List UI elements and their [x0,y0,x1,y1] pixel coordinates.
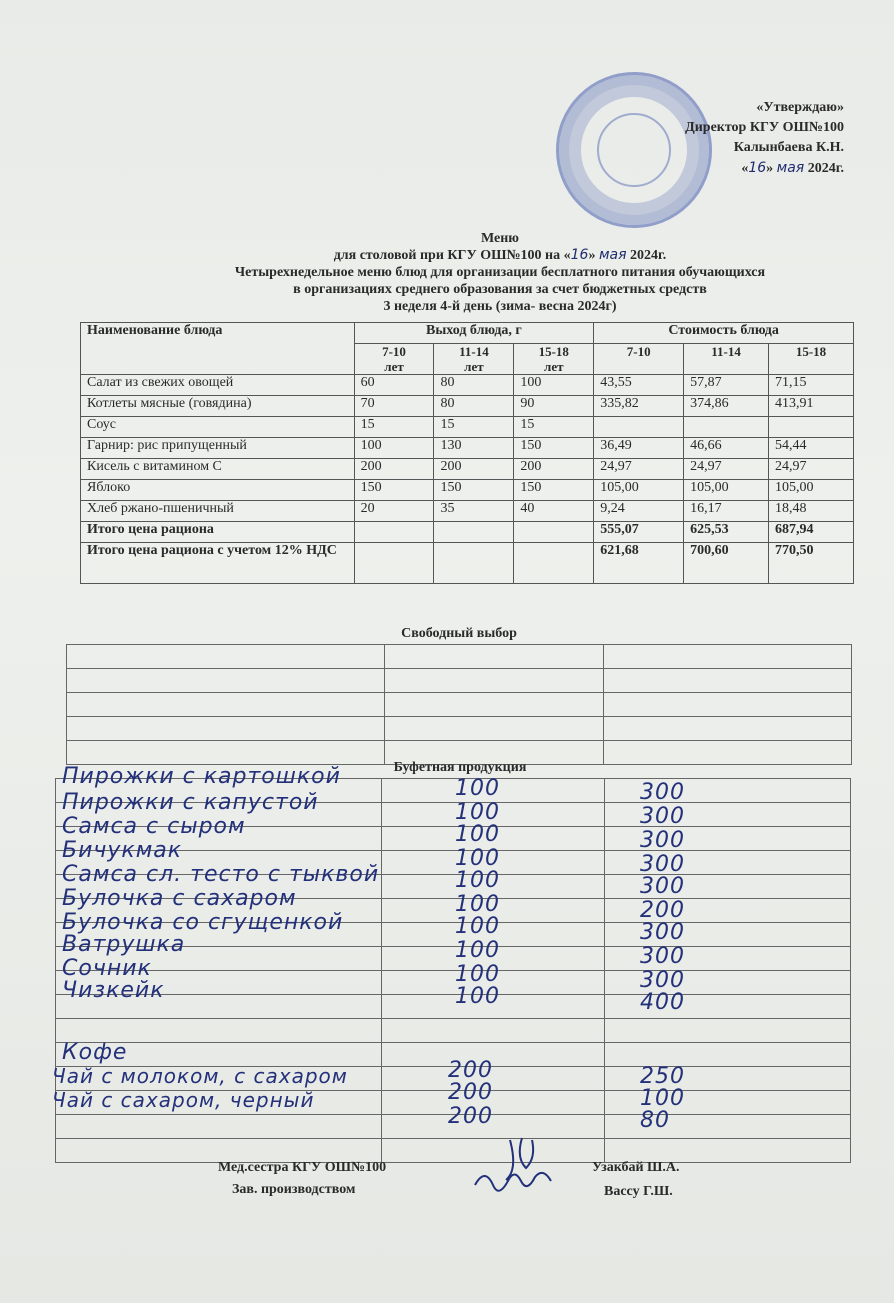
header-line3: Четырехнедельное меню блюд для организации бесплатного питания обучающихся [234,265,766,280]
buffet-item: Самса с сыром [62,814,246,839]
total-cell: 687,94 [769,522,854,543]
yield-cell: 150 [434,480,514,501]
cost-cell: 43,55 [594,375,684,396]
buffet-weight: 100 [455,984,500,1009]
age-group-3: 15-18 лет [514,344,594,375]
total-vat-cell: 621,68 [594,543,684,584]
cost-cell: 71,15 [769,375,854,396]
footer-nurse-name: Узакбай Ш.А. [592,1160,680,1175]
header-year: 2024г. [630,248,667,263]
total-vat-cell: 700,60 [684,543,769,584]
header-title: Меню [480,231,519,246]
cost-cell [594,417,684,438]
yield-cell: 40 [514,501,594,522]
buffet-weight: 100 [455,892,500,917]
buffet-title: Буфетная продукция [393,760,527,775]
cost-cell: 335,82 [594,396,684,417]
cost-cell: 374,86 [684,396,769,417]
yield-cell: 80 [434,396,514,417]
buffet-price: 300 [640,968,685,993]
dish-name: Гарнир: рис припущенный [81,438,355,459]
menu-header [120,230,880,315]
header-line5: 3 неделя 4-й день (зима- весна 2024г) [383,299,617,314]
yield-cell: 150 [354,480,434,501]
yield-cell: 200 [354,459,434,480]
total-cell: 555,07 [594,522,684,543]
buffet-weight: 100 [455,938,500,963]
total-vat-row [81,543,854,584]
dish-name: Хлеб ржано-пшеничный [81,501,355,522]
table-row [81,501,854,522]
col-dish-name: Наименование блюда [81,323,355,375]
buffet-price: 300 [640,780,685,805]
yield-cell: 150 [514,438,594,459]
total-vat-label: Итого цена рациона с учетом 12% НДС [81,543,355,584]
buffet-price: 400 [640,990,685,1015]
yield-cell: 35 [434,501,514,522]
header-subtitle: для столовой при КГУ ОШ№100 на «16» мая 2024г. [333,247,667,263]
drink-weight: 200 [448,1058,493,1083]
drink-weight: 200 [448,1104,493,1129]
table-row [81,375,854,396]
cost-cell [769,417,854,438]
buffet-weight: 100 [455,800,500,825]
drink-weight: 200 [448,1080,493,1105]
cost-cell: 46,66 [684,438,769,459]
buffet-price: 300 [640,944,685,969]
free-choice-title: Свободный выбор [401,626,517,641]
approval-title: «Утверждаю» [756,100,844,115]
buffet-item: Сочник [62,956,152,981]
yield-cell: 200 [434,459,514,480]
yield-cell: 100 [354,438,434,459]
cost-cell: 24,97 [769,459,854,480]
approval-date: «16» мая 2024г. [741,160,844,176]
cost-cell [684,417,769,438]
yield-cell: 90 [514,396,594,417]
dish-name: Кисель с витамином С [81,459,355,480]
buffet-weight: 100 [455,822,500,847]
cost-group-1: 7-10 [594,344,684,375]
cost-cell: 105,00 [594,480,684,501]
buffet-price: 300 [640,920,685,945]
cost-cell: 24,97 [684,459,769,480]
table-row [81,417,854,438]
signature-image [470,1130,570,1210]
yield-cell: 15 [434,417,514,438]
buffet-weight: 100 [455,914,500,939]
buffet-price: 300 [640,852,685,877]
buffet-item: Пирожки с картошкой [62,764,341,789]
col-yield: Выход блюда, г [354,323,594,344]
cost-cell: 16,17 [684,501,769,522]
table-row [81,480,854,501]
drink-item: Чай с сахаром, черный [52,1088,315,1112]
total-cell: 625,53 [684,522,769,543]
buffet-price: 200 [640,898,685,923]
cost-cell: 105,00 [684,480,769,501]
buffet-item: Пирожки с капустой [62,790,319,815]
dish-name: Салат из свежих овощей [81,375,355,396]
approval-block [685,98,844,179]
cost-group-3: 15-18 [769,344,854,375]
footer-production-name: Вассу Г.Ш. [604,1184,673,1199]
cost-cell: 9,24 [594,501,684,522]
approval-name: Калынбаева К.Н. [733,140,844,155]
buffet-weight: 100 [455,962,500,987]
age-group-1: 7-10 лет [354,344,434,375]
buffet-item: Самса сл. тесто с тыквой [62,862,380,887]
age-group-2: 11-14 лет [434,344,514,375]
yield-cell: 130 [434,438,514,459]
cost-cell: 413,91 [769,396,854,417]
total-vat-cell: 770,50 [769,543,854,584]
total-label: Итого цена рациона [81,522,355,543]
buffet-weight: 100 [455,776,500,801]
table-row [81,396,854,417]
yield-cell: 200 [514,459,594,480]
free-choice-table [66,644,852,765]
header-month: мая [598,247,627,263]
buffet-price: 300 [640,804,685,829]
table-row [81,438,854,459]
buffet-item: Ватрушка [62,932,186,957]
dish-name: Соус [81,417,355,438]
approval-month: мая [776,160,805,176]
cost-cell: 18,48 [769,501,854,522]
header-subtitle-prefix: для столовой при КГУ ОШ№100 на « [333,248,571,263]
drink-price: 250 [640,1064,685,1089]
buffet-price: 300 [640,874,685,899]
footer-nurse-label: Мед.сестра КГУ ОШ№100 [218,1160,387,1175]
yield-cell: 100 [514,375,594,396]
yield-cell: 60 [354,375,434,396]
buffet-weight: 100 [455,868,500,893]
cost-cell: 57,87 [684,375,769,396]
cost-cell: 105,00 [769,480,854,501]
header-line4: в организациях среднего образования за счет бюджетных средств [293,282,707,297]
drink-price: 80 [640,1108,670,1133]
dish-name: Яблоко [81,480,355,501]
buffet-item: Булочка с сахаром [62,886,297,911]
approval-day: 16 [748,160,767,176]
approval-director: Директор КГУ ОШ№100 [685,120,844,135]
yield-cell: 150 [514,480,594,501]
buffet-weight: 100 [455,846,500,871]
yield-cell: 80 [434,375,514,396]
menu-table [80,322,854,584]
approval-year: 2024г. [807,161,844,176]
cost-cell: 36,49 [594,438,684,459]
drink-price: 100 [640,1086,685,1111]
cost-cell: 24,97 [594,459,684,480]
dish-name: Котлеты мясные (говядина) [81,396,355,417]
drink-item: Кофе [62,1040,128,1065]
drink-item: Чай с молоком, с сахаром [52,1064,348,1088]
header-day: 16 [570,247,589,263]
col-cost: Стоимость блюда [594,323,854,344]
footer-production-label: Зав. производством [232,1182,356,1197]
cost-cell: 54,44 [769,438,854,459]
yield-cell: 15 [354,417,434,438]
cost-group-2: 11-14 [684,344,769,375]
buffet-item: Бичукмак [62,838,183,863]
yield-cell: 15 [514,417,594,438]
buffet-price: 300 [640,828,685,853]
total-row [81,522,854,543]
yield-cell: 20 [354,501,434,522]
buffet-item: Чизкейк [62,978,165,1003]
table-row [81,459,854,480]
yield-cell: 70 [354,396,434,417]
buffet-item: Булочка со сгущенкой [62,910,344,935]
